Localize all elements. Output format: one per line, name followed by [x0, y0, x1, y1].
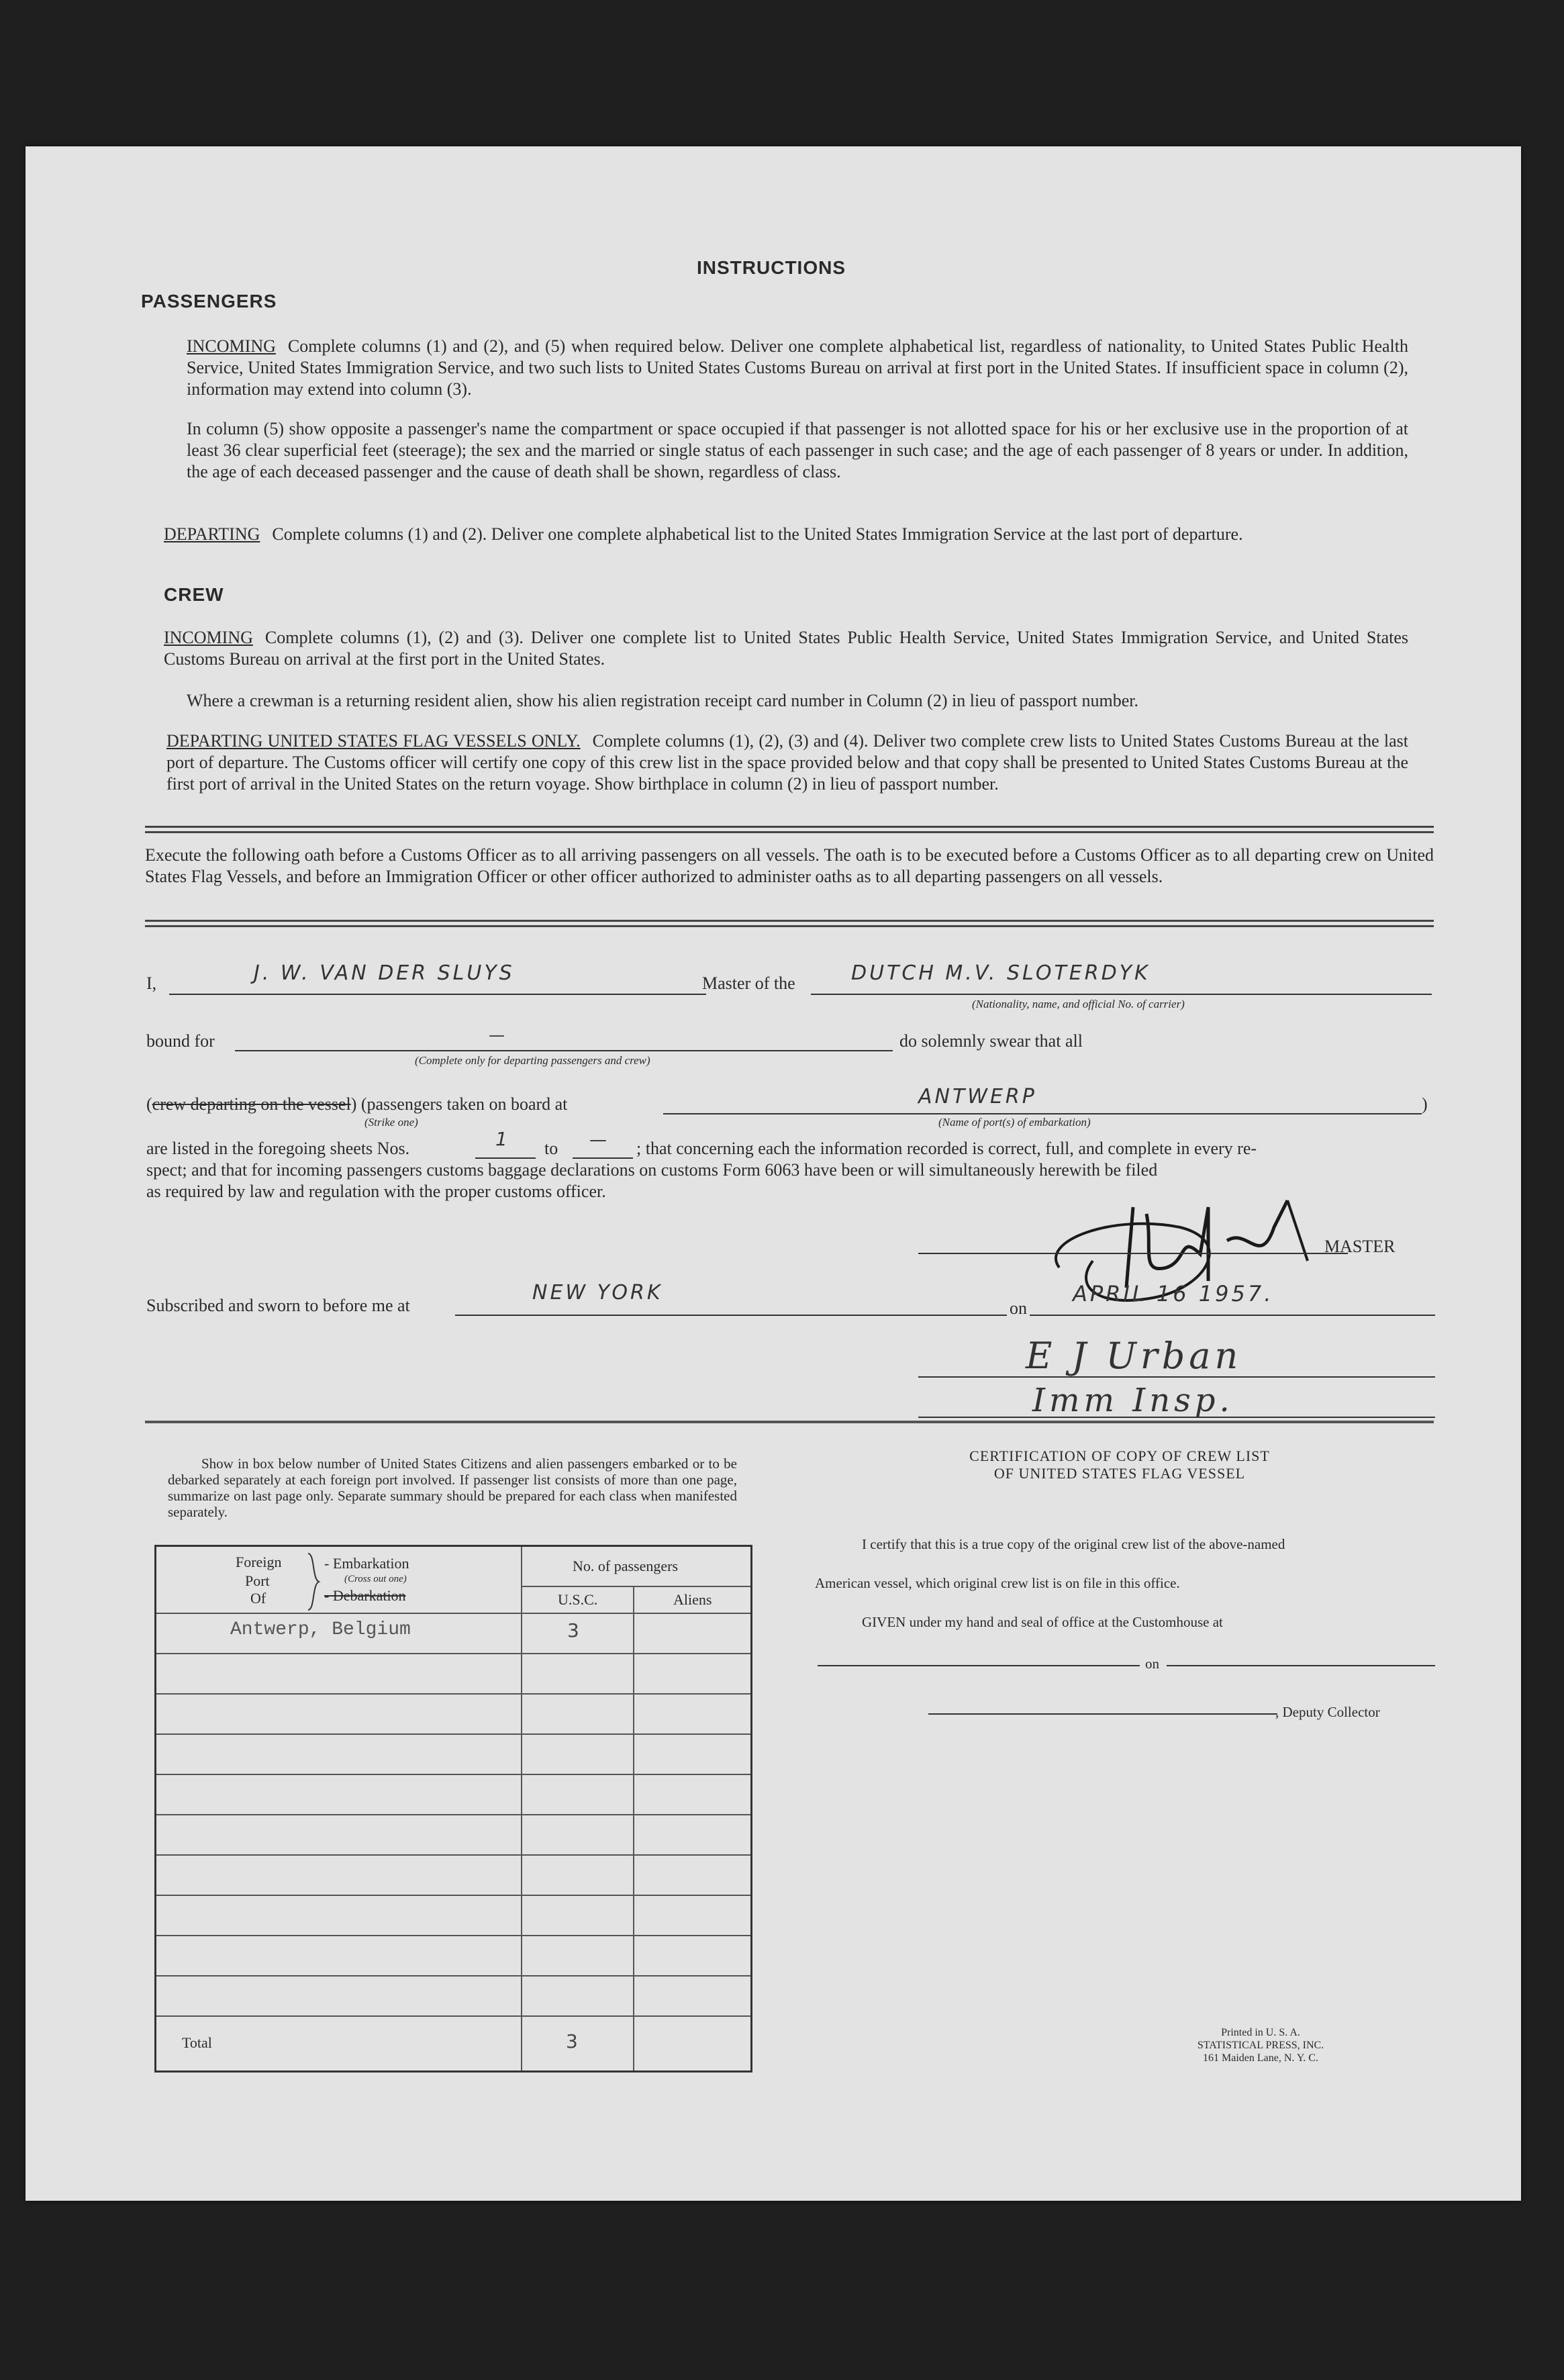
passenger-summary-table [154, 1545, 752, 2073]
crew-passengers-clause [146, 1094, 567, 1114]
col-aliens: Aliens [673, 1591, 712, 1608]
bound-for-line [235, 1050, 893, 1051]
summary-divider [145, 1421, 1434, 1423]
passengers-departing-text: Complete columns (1) and (2). Deliver one complete alphabetical list to the United States Immigration Service at the last port of departure. [272, 524, 1243, 544]
section-divider [145, 826, 1434, 833]
row-usc-cell[interactable]: 3 [567, 1619, 579, 1641]
col-debarkation-label: - Debarkation [324, 1587, 406, 1604]
row-line [156, 1854, 750, 1856]
listed-text: are listed in the foregoing sheets Nos. [146, 1139, 410, 1158]
total-label: Total [182, 2034, 212, 2051]
sheet-from-line [475, 1157, 536, 1159]
row-port-cell[interactable]: Antwerp, Belgium [230, 1619, 411, 1640]
passengers-heading: PASSENGERS [141, 291, 277, 312]
row-line [156, 1693, 750, 1695]
port-caption: (Name of port(s) of embarkation) [938, 1116, 1091, 1129]
row-line [156, 1814, 750, 1815]
passengers-taken-text: ) (passengers taken on board at [350, 1094, 568, 1114]
master-signature-line [918, 1253, 1348, 1254]
header-subline [521, 1586, 750, 1587]
col-foreign: Foreign [236, 1554, 282, 1570]
row-line [156, 2015, 750, 2017]
row-line [156, 1895, 750, 1896]
vessel-caption: (Nationality, name, and official No. of carrier) [972, 998, 1185, 1010]
oath-divider [145, 920, 1434, 927]
summary-instructions: Show in box below number of United States Citizens and alien passengers embarked or to be debarked separately at each foreign port involved. If passenger list consists of more than one page, summarize on last page only. Separate summary should be prepared for each class when manifested separately. [168, 1456, 737, 1520]
open-paren: ( [146, 1094, 152, 1114]
sworn-date-field[interactable]: APRIL 16 1957. [1073, 1281, 1274, 1306]
certification-text-3: GIVEN under my hand and seal of office at the Customhouse at [862, 1614, 1223, 1630]
master-name-line [169, 994, 706, 995]
crew-departing-text: Complete columns (1), (2), (3) and (4). Deliver two complete crew lists to United States Customs Bureau at the last port of departure. The Customs officer will certify one copy of this crew list in the space provided below and that copy shall be presented to United States Customs Bureau at the first port of arrival in the United States on the return voyage. Show birthplace in column (2) in lieu of passport number. [166, 731, 1408, 794]
crew-departing-label: DEPARTING UNITED STATES FLAG VESSELS ONLY. [166, 731, 581, 751]
certification-text-2: American vessel, which original crew list is on file in this office. [815, 1575, 1180, 1591]
subscribed-label: Subscribed and sworn to before me at [146, 1296, 410, 1315]
printer-line-2: STATISTICAL PRESS, INC. [1197, 2040, 1324, 2051]
deputy-collector-label: , Deputy Collector [1275, 1704, 1380, 1720]
master-of-label: Master of the [697, 973, 801, 994]
printer-imprint [1167, 2026, 1355, 2064]
bound-for-caption: (Complete only for departing passengers and crew) [415, 1054, 650, 1067]
master-label: MASTER [1324, 1237, 1396, 1256]
printer-line-3: 161 Maiden Lane, N. Y. C. [1203, 2052, 1318, 2064]
swear-text: do solemnly swear that all [899, 1031, 1083, 1051]
col-divider-1 [521, 1547, 522, 2070]
row-line [156, 1733, 750, 1735]
passengers-incoming-text: Complete columns (1) and (2), and (5) when required below. Deliver one complete alphabetical list, regardless of nationality, to United States Public Health Service, United States Immigration Service, and two such lists to United States Customs Bureau on arrival at first port in the United States. If insufficient space in column (2), information may extend into column (3). [187, 336, 1408, 399]
col-cross: (Cross out one) [344, 1574, 407, 1584]
vessel-field[interactable]: DUTCH M.V. SLOTERDYK [851, 961, 1151, 985]
i-label: I, [146, 973, 157, 993]
port-line [663, 1113, 1422, 1114]
passengers-departing-label: DEPARTING [164, 524, 260, 544]
passengers-incoming-paragraph [187, 336, 1408, 400]
col-of: Of [250, 1590, 266, 1607]
col-port: Port [245, 1572, 270, 1589]
col-embarkation: - Embarkation [324, 1555, 409, 1572]
col-debarkation [324, 1587, 406, 1605]
form-sheet [26, 146, 1521, 2201]
sworn-place-line [455, 1315, 1032, 1316]
listed-text-3: spect; and that for incoming passengers customs baggage declarations on customs Form 6063 have been or will simultaneously herewith be filed [146, 1160, 1158, 1180]
passengers-incoming-label: INCOMING [187, 336, 276, 356]
sworn-place-field[interactable]: NEW YORK [532, 1281, 663, 1304]
on-label: on [1007, 1298, 1030, 1319]
passengers-departing-paragraph [164, 524, 1408, 545]
brace-icon [305, 1552, 322, 1611]
printer-line-1: Printed in U. S. A. [1221, 2027, 1300, 2038]
deputy-collector-line[interactable] [928, 1713, 1277, 1715]
listed-text-2: ; that concerning each the information recorded is correct, full, and complete in every re- [636, 1139, 1257, 1158]
crew-heading: CREW [164, 584, 224, 605]
crew-resident-paragraph: Where a crewman is a returning resident alien, show his alien registration receipt card number in Column (2) in lieu of passport number. [187, 691, 1139, 710]
row-line [156, 1653, 750, 1654]
row-line [156, 1935, 750, 1936]
passengers-column5-paragraph: In column (5) show opposite a passenger's name the compartment or space occupied if that passenger is not allotted space for his or her exclusive use in the proportion of at least 36 clear superficial feet (steerage); the sex and the married or single status of each passenger in such case; and the age of each passenger of 8 years or under. In addition, the age of each deceased passenger and the cause of death shall be shown, regardless of class. [187, 419, 1408, 481]
total-usc-cell[interactable]: 3 [566, 2030, 578, 2052]
row-line [156, 1975, 750, 1977]
officer-signature: E J Urban [1026, 1335, 1242, 1377]
sheet-to-line [573, 1157, 633, 1159]
certification-date-line[interactable] [1167, 1665, 1435, 1666]
header-bottom-line [156, 1613, 750, 1614]
to-label: to [544, 1139, 558, 1158]
crew-incoming-text: Complete columns (1), (2) and (3). Deliver one complete list to United States Public Health Service, United States Immigration Service, and United States Customs Bureau on arrival at the first port in the United States. [164, 628, 1408, 669]
vessel-line [811, 994, 1432, 995]
listed-text-4: as required by law and regulation with the proper customs officer. [146, 1182, 606, 1201]
officer-title: Imm Insp. [1032, 1382, 1234, 1419]
customhouse-line[interactable] [818, 1665, 1140, 1666]
bound-for-field[interactable]: — [489, 1026, 507, 1045]
sworn-date-line [1032, 1315, 1435, 1316]
port-field[interactable]: ANTWERP [918, 1085, 1037, 1108]
master-name-field[interactable]: J. W. VAN DER SLUYS [254, 961, 515, 985]
crew-departing-struck: crew departing on the vessel [152, 1094, 351, 1114]
officer-line-1 [918, 1376, 1435, 1378]
close-paren: ) [1422, 1094, 1428, 1114]
bound-for-label: bound for [146, 1031, 215, 1051]
row-line [156, 1774, 750, 1775]
crew-departing-paragraph [166, 730, 1408, 795]
sheet-to-field[interactable]: — [589, 1130, 609, 1150]
col-divider-2 [633, 1586, 634, 2070]
oath-intro: Execute the following oath before a Customs Officer as to all arriving passengers on all vessels. The oath is to be executed before a Customs Officer as to all departing crew on United States Flag Vessels, and before an Immigration Officer or other officer authorized to administer oaths as to all departing passengers on all vessels. [145, 845, 1434, 886]
officer-line-2 [918, 1417, 1435, 1418]
certification-on-label: on [1145, 1656, 1159, 1672]
certification-title [831, 1447, 1408, 1482]
certification-text-1: I certify that this is a true copy of the original crew list of the above-named [862, 1536, 1285, 1552]
strike-caption: (Strike one) [364, 1116, 418, 1129]
col-usc: U.S.C. [558, 1591, 598, 1608]
sheet-from-field[interactable]: 1 [495, 1128, 510, 1150]
certification-title-2: OF UNITED STATES FLAG VESSEL [993, 1465, 1246, 1482]
col-no-passengers: No. of passengers [573, 1558, 679, 1574]
instructions-title: INSTRUCTIONS [697, 257, 846, 278]
crew-incoming-paragraph [164, 627, 1408, 670]
crew-incoming-label: INCOMING [164, 628, 253, 647]
certification-title-1: CERTIFICATION OF COPY OF CREW LIST [969, 1447, 1270, 1464]
